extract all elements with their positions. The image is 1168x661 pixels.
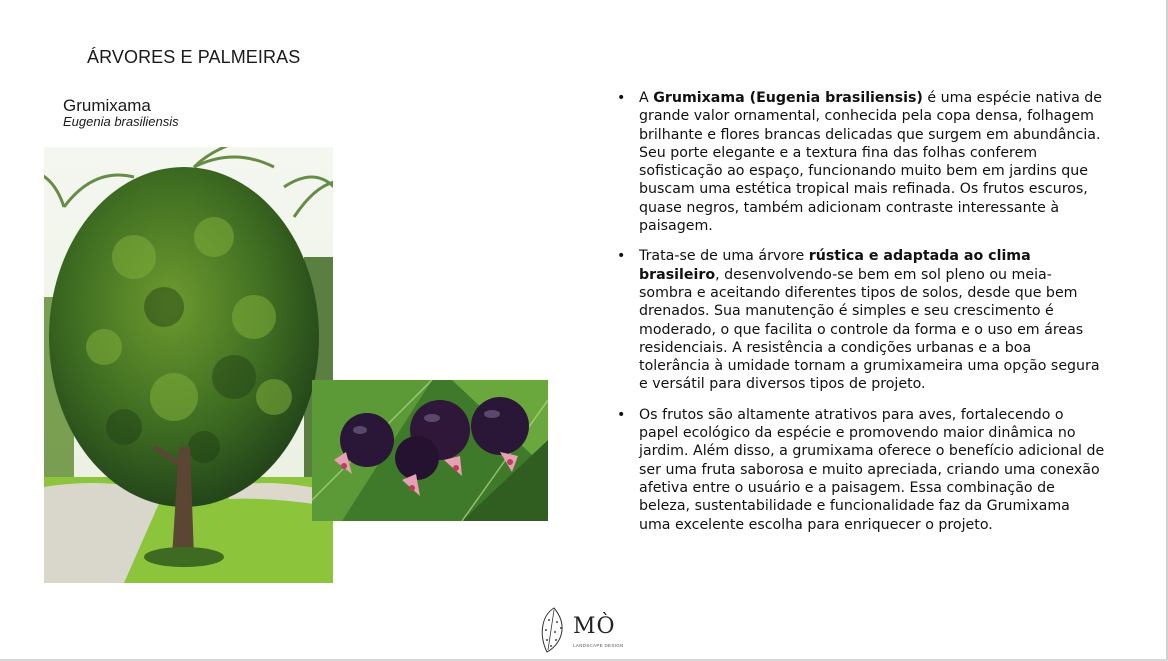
fruit-photo xyxy=(312,380,548,521)
plant-scientific-name: Eugenia brasiliensis xyxy=(63,114,179,129)
section-title: ÁRVORES E PALMEIRAS xyxy=(87,47,301,67)
bullet-text-pre: A xyxy=(639,90,654,106)
leaf-logo-icon xyxy=(537,606,571,656)
description-bullets xyxy=(615,89,1105,546)
bullet-item xyxy=(615,89,1105,235)
bullet-text-bold: rústica e adaptada ao clima brasileiro xyxy=(639,248,1031,283)
logo-subtitle: LANDSCAPE DESIGN xyxy=(573,643,624,648)
bullet-item xyxy=(615,406,1105,534)
company-logo xyxy=(537,606,624,658)
logo-text: MÒ xyxy=(573,614,616,639)
bullet-text-bold: Grumixama (Eugenia brasiliensis) xyxy=(653,90,923,106)
bullet-text-pre: Trata-se de uma árvore xyxy=(639,248,809,265)
bullet-text-post: , desenvolvendo-se bem em sol pleno ou meia-sombra e aceitando diferentes tipos de solos, desde que bem drenados. Sua manutenção é simples e seu crescimento é moderado, o que facilita o controle da forma e o uso em áreas residenciais. A resistência a condições urbanas e a boa tolerância à umidade tornam a grumixameira uma opção segura e versátil para diversos tipos de projeto. xyxy=(639,266,1100,393)
tree-photo xyxy=(44,147,333,583)
bullet-text-post: é uma espécie nativa de grande valor ornamental, conhecida pela copa densa, folhagem brilhante e flores brancas delicadas que surgem em abundância. Seu porte elegante e a textura fina das folhas conferem sofisticação ao espaço, funcionando muito bem em jardins que buscam uma estética tropical mais refinada. Os frutos escuros, quase negros, também adicionam contraste interessante à paisagem. xyxy=(639,90,1103,235)
plant-common-name: Grumixama xyxy=(63,96,151,115)
bullet-item xyxy=(615,247,1105,393)
bullet-text-pre: Os frutos são altamente atrativos para aves, fortalecendo o papel ecológico da espécie e promovendo maior dinâmica no jardim. Além disso, a grumixama oferece o benefício adicional de ser uma fruta saborosa e muito apreciada, criando uma conexão afetiva entre o usuário e a paisagem. Essa combinação de beleza, sustentabilidade e funcionalidade faz da Grumixama uma excelente escolha para enriquecer o projeto. xyxy=(639,406,1105,533)
